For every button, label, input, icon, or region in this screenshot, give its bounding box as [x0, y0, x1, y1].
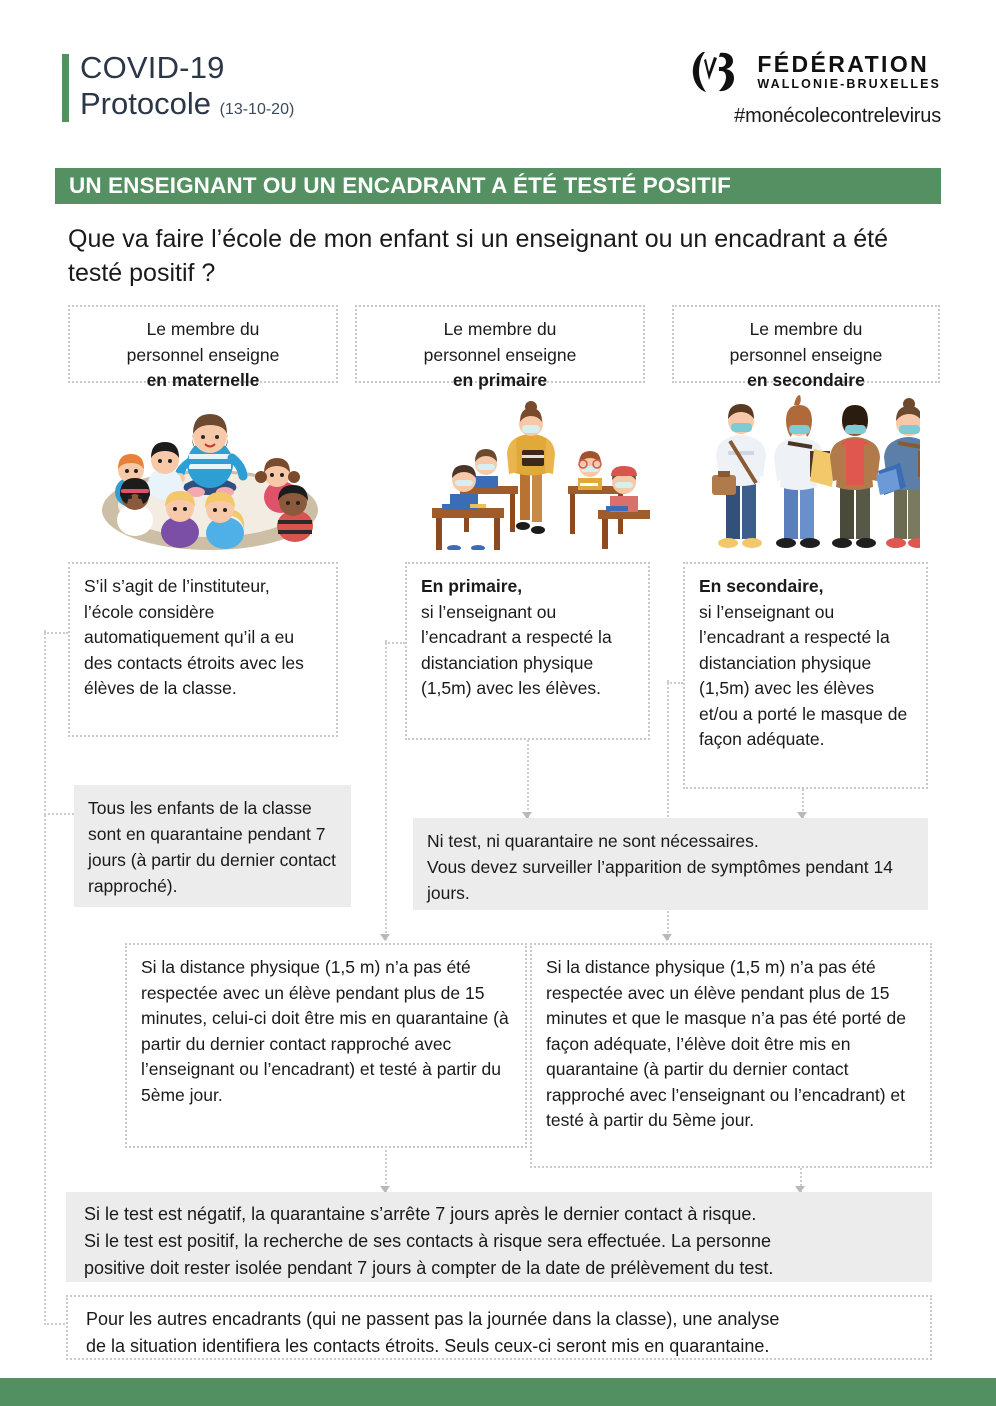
outcome-secondaire-distance-text: Si la distance physique (1,5 m) n’a pas été respectée avec un élève pendant plus de 15 minutes et que le masque n’a pas été porté de façon adéquate, l’élève doit être mis en quarantaine (à partir du dernier contact rapproché avec l’enseignant ou l’encadrant) et testé à partir du 5ème jour.: [546, 957, 906, 1130]
primaire-head-line1: Le membre du: [443, 319, 557, 339]
secondary-students-with-masks-illustration: [690, 393, 920, 551]
maternelle-head-line1: Le membre du: [146, 319, 260, 339]
footer-green-band: [0, 1378, 996, 1406]
footer-test-result-box: [66, 1192, 932, 1282]
footer-other-staff-line1: Pour les autres encadrants (qui ne passent pas la journée dans la classe), une analyse: [86, 1309, 780, 1329]
outcome-primaire-distance-text: Si la distance physique (1,5 m) n’a pas été respectée avec un élève pendant plus de 15 minutes, celui-ci doit être mis en quarantaine (à partir du dernier contact rapproché avec l’enseignant ou l’encadrant) et testé à partir du 5ème jour.: [141, 957, 509, 1105]
secondaire-head-line1: Le membre du: [749, 319, 863, 339]
secondaire-head-line2: personnel enseigne: [729, 344, 883, 365]
condition-box-primaire: [405, 562, 650, 740]
footer-other-staff-box: [66, 1295, 932, 1360]
condition-primaire-bold: En primaire,: [421, 576, 523, 596]
protocole-label: Protocole: [80, 86, 211, 121]
secondaire-head-bold: en secondaire: [747, 370, 865, 390]
connector-primaire-branch: [385, 640, 387, 940]
condition-primaire-text: si l’enseignant ou l’encadrant a respecté la distanciation physique (1,5m) avec les élèves.: [421, 601, 612, 698]
connector-maternelle-in: [44, 632, 68, 634]
outcome-primaire-distance-box: [125, 943, 527, 1148]
maternelle-head-bold: en maternelle: [146, 370, 260, 390]
accent-bar: [62, 54, 69, 122]
footer-test-result-line1: Si le test est négatif, la quarantaine s’arrête 7 jours après le dernier contact à risque.: [84, 1204, 757, 1224]
page-header: [0, 0, 996, 150]
column-header-maternelle: [68, 305, 338, 390]
connector-maternelle-out: [44, 813, 74, 815]
condition-secondaire-text: si l’enseignant ou l’encadrant a respecté la distanciation physique (1,5m) avec les élèves et/ou a porté le masque de façon adéquate.: [699, 601, 908, 749]
maternelle-head-line2: personnel enseigne: [126, 344, 280, 365]
outcome-maternelle-text: Tous les enfants de la classe sont en quarantaine pendant 7 jours (à partir du dernier contact rapproché).: [88, 798, 337, 896]
federation-name-line2: WALLONIE-BRUXELLES: [757, 77, 941, 91]
footer-other-staff-line2: de la situation identifiera les contacts étroits. Seuls ceux-ci seront mis en quarantaine.: [86, 1336, 770, 1356]
connector-primaire-branch-arrow: [380, 934, 390, 941]
condition-box-secondaire: [683, 562, 928, 789]
primaire-head-bold: en primaire: [452, 370, 548, 390]
covid-title: COVID-19: [80, 50, 225, 85]
title-block: [62, 50, 294, 128]
connector-maternelle-vertical: [44, 630, 46, 815]
outcome-no-test-line1: Ni test, ni quarantaire ne sont nécessaires.: [427, 831, 759, 851]
teacher-in-classroom-illustration: [420, 398, 650, 550]
connector-secondaire-branch-in: [667, 682, 683, 684]
connector-secondaire-branch-arrow: [662, 934, 672, 941]
primaire-head-line2: personnel enseigne: [423, 344, 577, 365]
connector-primaire-branch-in: [385, 642, 405, 644]
column-header-secondaire: [672, 305, 940, 390]
teacher-with-children-circle-illustration: [85, 392, 335, 554]
column-header-primaire: [355, 305, 645, 390]
protocole-date: (13-10-20): [219, 101, 295, 118]
footer-test-result-line2: Si le test est positif, la recherche de ses contacts à risque sera effectuée. La personne: [84, 1231, 772, 1251]
outcome-maternelle-quarantine: [74, 785, 351, 907]
outcome-no-test-line2: Vous devez surveiller l’apparition de symptômes pendant 14 jours.: [427, 857, 893, 903]
condition-box-maternelle: [68, 562, 338, 737]
federation-logo-block: [687, 48, 941, 128]
condition-maternelle-text: S’il s’agit de l’instituteur, l’école considère automatiquement qu’il a eu des contacts étroits avec les élèves de la classe.: [84, 576, 304, 698]
section-banner: UN ENSEIGNANT OU UN ENCADRANT A ÉTÉ TESTÉ POSITIF: [55, 168, 941, 204]
campaign-hashtag: #monécolecontrelevirus: [734, 105, 941, 127]
outcome-secondaire-distance-box: [530, 943, 932, 1168]
fwb-logo-icon: [687, 48, 745, 96]
protocole-title: [80, 86, 294, 128]
connector-left-rail-bottom: [44, 815, 46, 1325]
condition-secondaire-bold: En secondaire,: [699, 576, 824, 596]
page-subtitle: Que va faire l’école de mon enfant si un enseignant ou un encadrant a été testé positif ?: [68, 225, 889, 287]
federation-name-line1: FÉDÉRATION: [757, 51, 930, 77]
outcome-no-test-box: [413, 818, 928, 910]
connector-primaire-vertical: [527, 740, 529, 818]
footer-test-result-line3: positive doit rester isolée pendant 7 jours à compter de la date de prélèvement du test.: [84, 1258, 774, 1278]
